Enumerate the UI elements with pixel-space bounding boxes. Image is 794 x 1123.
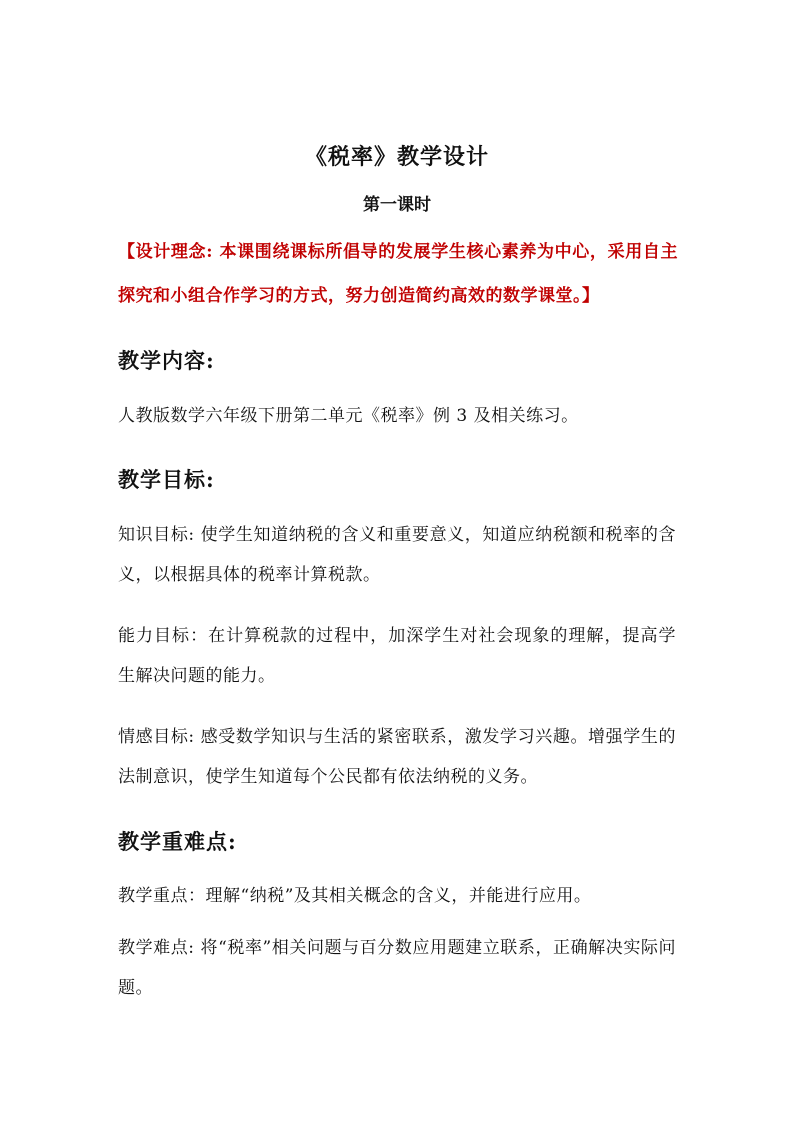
document-title: 《税率》教学设计 [304,144,489,170]
key-point-focus: 教学重点：理解“纳税”及其相关概念的含义，并能进行应用。 [118,886,592,906]
heading-teaching-goals: 教学目标: [118,467,215,492]
design-concept: 【设计理念: 本课围绕课标所倡导的发展学生核心素养为中心，采用自主探究和小组合作学习的方式，努力创造简约高效的数学课堂。】 [118,242,678,306]
heading-key-points: 教学重难点: [118,829,237,854]
key-point-difficulty: 教学难点: 将“税率”相关问题与百分数应用题建立联系，正确解决实际问题。 [118,938,676,998]
document-subtitle: 第一课时 [363,195,431,215]
goal-knowledge: 知识目标: 使学生知道纳税的含义和重要意义，知道应纳税额和税率的含义，以根据具体的税率计算税款。 [118,525,676,585]
teaching-content-text: 人教版数学六年级下册第二单元《税率》例 3 及相关练习。 [118,406,579,426]
goal-emotion: 情感目标: 感受数学知识与生活的紧密联系，激发学习兴趣。增强学生的法制意识，使学生知道每个公民都有依法纳税的义务。 [118,727,676,787]
heading-teaching-content: 教学内容: [118,348,215,373]
goal-ability: 能力目标：在计算税款的过程中，加深学生对社会现象的理解，提高学生解决问题的能力。 [118,626,676,686]
